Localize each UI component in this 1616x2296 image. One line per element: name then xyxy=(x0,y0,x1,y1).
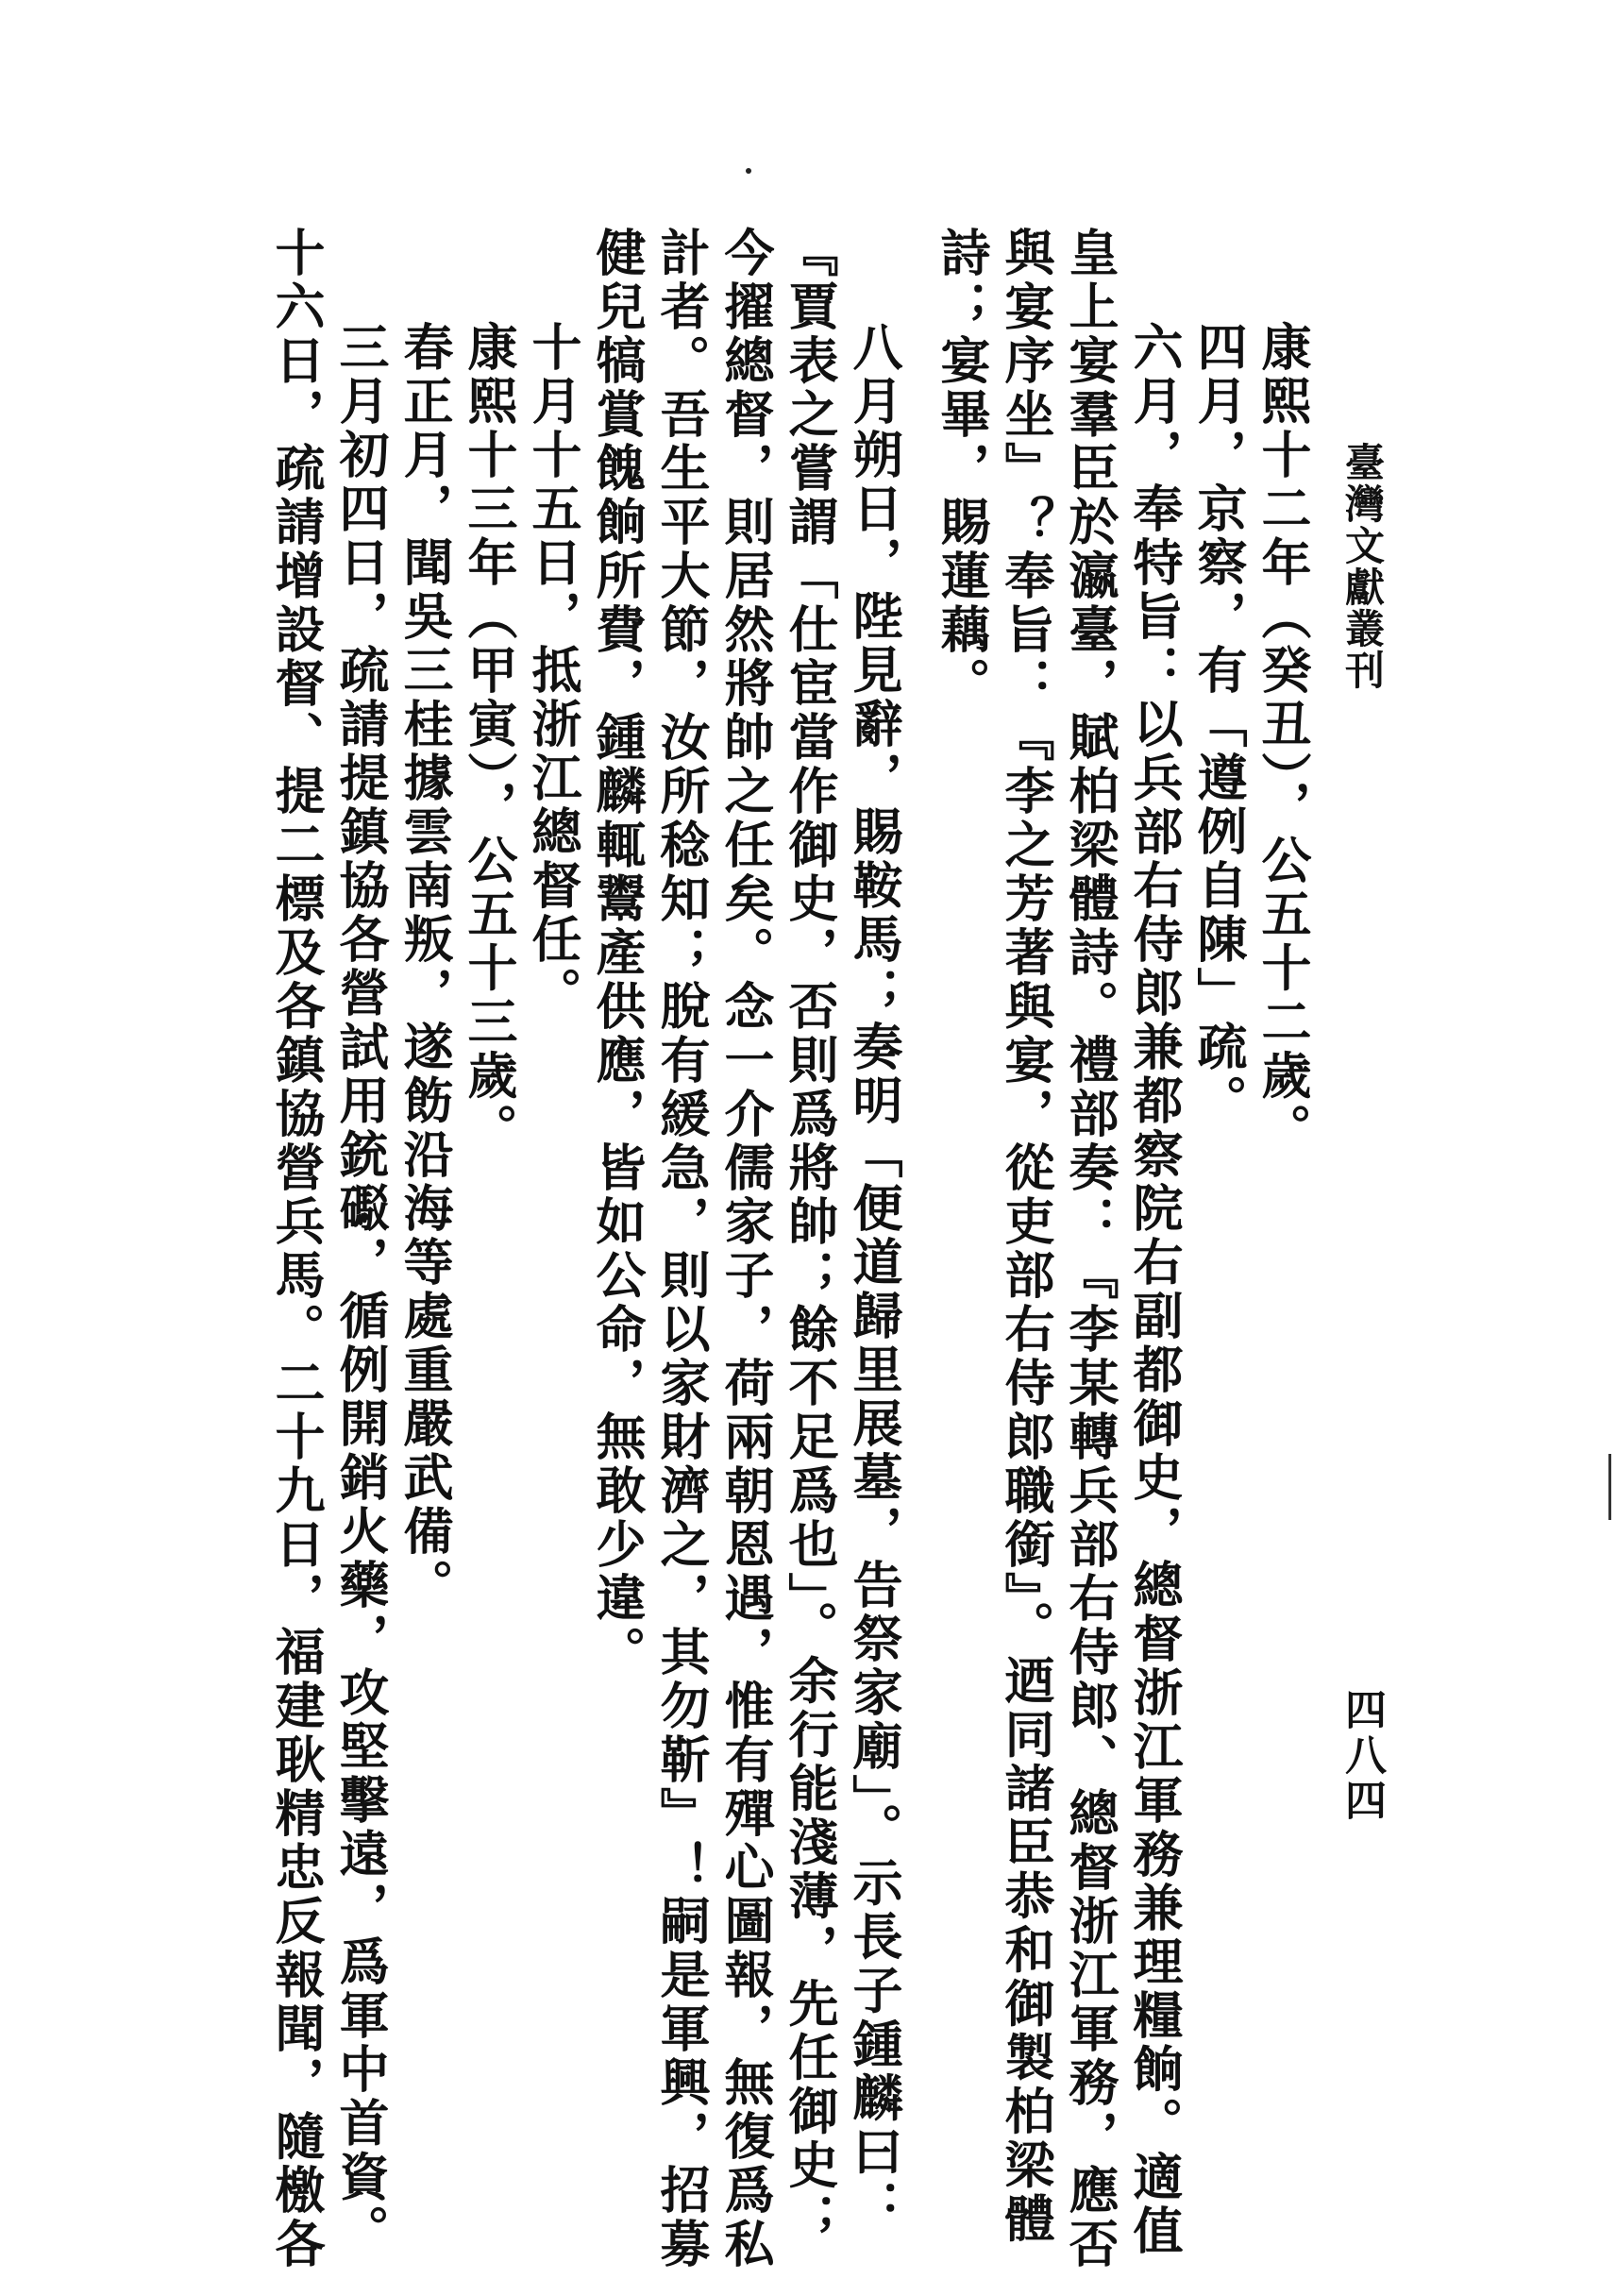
page-edge-mark xyxy=(1608,1454,1611,1520)
text-column-1: 康熙十二年（癸丑），公五十二歲。 xyxy=(1254,321,1312,1157)
text-column-10: 計者。吾生平大節，汝所稔知；脫有緩急，則以家財濟之，其勿靳』！嗣是軍興，招募 xyxy=(652,227,711,2271)
text-column-2: 四月，京察，有「遵例自陳」疏。 xyxy=(1189,321,1248,1128)
text-column-3: 六月，奉特旨：以兵部右侍郎兼都察院右副都御史，總督浙江軍務兼理糧餉。適值 xyxy=(1125,321,1184,2258)
text-column-4: 皇上宴羣臣於瀛臺，賦柏梁體詩。禮部奏：『李某轉兵部右侍郎、總督浙江軍務，應否 xyxy=(1061,227,1119,2271)
text-column-7: 八月朔日，陛見辭，賜鞍馬；奏明「便道歸里展墓，告祭家廟」。示長子鍾麟曰： xyxy=(845,321,903,2234)
text-column-5: 與宴序坐』？奉旨：『李之芳著與宴，從吏部右侍郎職銜』。迺同諸臣恭和御製柏梁體 xyxy=(997,227,1055,2247)
text-column-11: 健兒犒賞餽餉所費，鍾麟輒鬻產供應，皆如公命，無敢少違。 xyxy=(588,227,647,1680)
text-column-15: 三月初四日，疏請提鎮協各營試用銃礟，循例開銷火藥，攻堅擊遠，爲軍中首資。 xyxy=(331,321,390,2258)
text-column-8: 『賈表之嘗謂「仕宦當作御史，否則爲將帥；餘不足爲也」。余行能淺薄，先任御史； xyxy=(781,227,839,2247)
page-number: 四八四 xyxy=(1338,1688,1386,1824)
text-column-9: 今擢總督，則居然將帥之任矣。念一介儒家子，荷兩朝恩遇，惟有殫心圖報，無復爲私 xyxy=(716,227,775,2271)
stray-dot xyxy=(746,168,751,174)
text-column-13: 康熙十三年（甲寅），公五十三歲。 xyxy=(460,321,518,1157)
text-column-6: 詩；宴畢，賜蓮藕。 xyxy=(933,227,991,711)
text-column-16: 十六日，疏請增設督、提二標及各鎮協營兵馬。二十九日，福建耿精忠反報聞，隨檄各 xyxy=(267,227,326,2271)
text-column-14: 春正月，聞吳三桂據雲南叛，遂飭沿海等處重嚴武備。 xyxy=(396,321,454,1612)
book-title: 臺灣文獻叢刊 xyxy=(1339,442,1386,691)
text-column-12: 十月十五日，抵浙江總督任。 xyxy=(524,321,582,1021)
